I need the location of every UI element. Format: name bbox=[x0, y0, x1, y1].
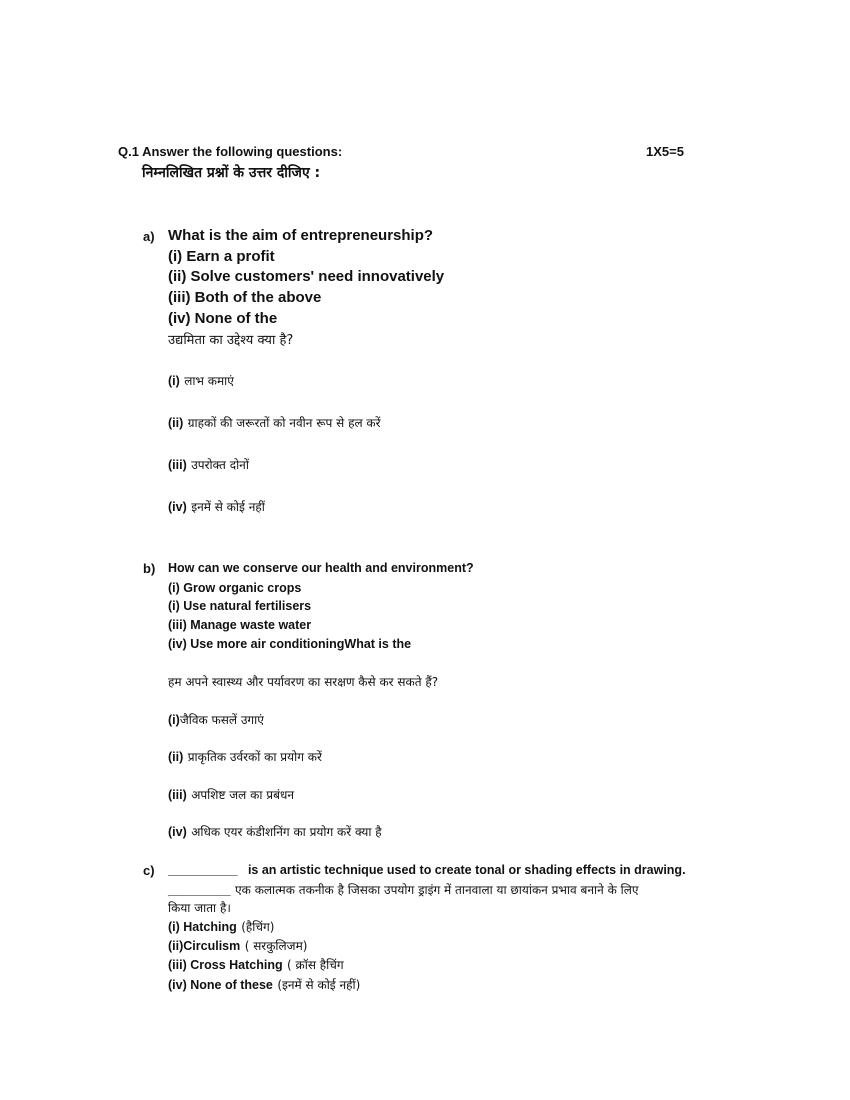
option-text-en: (iv) None of these bbox=[168, 978, 273, 992]
question-a-option-3: (iii) Both of the above bbox=[168, 289, 322, 306]
question-a-option-4: (iv) None of the bbox=[168, 310, 278, 327]
option-text: अधिक एयर कंडीशनिंग का प्रयोग करें क्या है bbox=[191, 825, 382, 839]
hindi-instruction: निम्नलिखित प्रश्नों के उत्तर दीजिए : bbox=[142, 165, 321, 181]
question-a-option-1: (i) Earn a profit bbox=[168, 248, 275, 265]
question-b-hindi-option-3 bbox=[168, 786, 294, 804]
option-text: प्राकृतिक उर्वरकों का प्रयोग करें bbox=[187, 750, 322, 764]
option-text-hi: (हैचिंग) bbox=[241, 920, 275, 934]
question-b-option-2: (i) Use natural fertilisers bbox=[168, 599, 312, 613]
option-number: (iv) bbox=[168, 825, 187, 839]
option-text: जैविक फसलें उगाएं bbox=[179, 713, 264, 727]
option-text-en: (ii)Circulism bbox=[168, 939, 241, 953]
question-c-text: is an artistic technique used to create tonal or shading effects in drawing. bbox=[247, 863, 686, 877]
question-b-option-1: (i) Grow organic crops bbox=[168, 581, 302, 595]
option-text: उपरोक्त दोनों bbox=[191, 458, 249, 472]
option-text-hi: ( क्रॉस हैचिंग bbox=[287, 958, 344, 972]
option-text-en: (i) Hatching bbox=[168, 920, 237, 934]
option-number: (iii) bbox=[168, 458, 187, 472]
question-a-option-2: (ii) Solve customers' need innovatively bbox=[168, 268, 445, 285]
marks-label: 1X5=5 bbox=[646, 144, 684, 159]
question-heading: Q.1 Answer the following questions: bbox=[118, 144, 343, 159]
option-number: (iii) bbox=[168, 788, 187, 802]
question-a-hindi-option-1 bbox=[168, 372, 234, 390]
question-a-text: What is the aim of entrepreneurship? bbox=[168, 227, 434, 244]
option-number: (i) bbox=[168, 374, 180, 388]
question-c-hindi-line-2: किया जाता है। bbox=[168, 901, 231, 915]
question-a-hindi-option-2 bbox=[168, 414, 381, 432]
question-c-hindi-text: एक कलात्मक तकनीक है जिसका उपयोग ड्राइंग में तानवाला या छायांकन प्रभाव बनाने के लिए bbox=[235, 883, 639, 897]
blank-line: __________ bbox=[168, 863, 238, 877]
question-a-hindi-text: उद्यमिता का उद्देश्य क्या है? bbox=[168, 333, 294, 348]
option-text-hi: (इनमें से कोई नहीं) bbox=[277, 978, 361, 992]
question-c-option-3 bbox=[168, 956, 344, 974]
option-text: ग्राहकों की जरूरतों को नवीन रूप से हल करें bbox=[187, 416, 381, 430]
option-number: (iv) bbox=[168, 500, 187, 514]
option-text: अपशिष्ट जल का प्रबंधन bbox=[191, 788, 294, 802]
question-a-label: a) bbox=[143, 229, 155, 244]
option-text-hi: ( सरकुलिजम) bbox=[244, 939, 308, 953]
question-b-hindi-text: हम अपने स्वास्थ्य और पर्यावरण का सरक्षण कैसे कर सकते हैं? bbox=[168, 675, 439, 689]
option-number: (ii) bbox=[168, 416, 184, 430]
question-b-hindi-option-4 bbox=[168, 823, 382, 841]
question-b-option-3: (iii) Manage waste water bbox=[168, 618, 312, 632]
question-b-hindi-option-1 bbox=[168, 711, 264, 729]
option-number: (i) bbox=[168, 713, 180, 727]
option-text-en: (iii) Cross Hatching bbox=[168, 958, 283, 972]
option-text: लाभ कमाएं bbox=[184, 374, 234, 388]
question-a-hindi-option-4 bbox=[168, 498, 265, 516]
question-c-hindi-line-1 bbox=[168, 881, 639, 899]
question-c-option-1 bbox=[168, 918, 274, 936]
question-b-option-4: (iv) Use more air conditioningWhat is the bbox=[168, 637, 412, 651]
option-text: इनमें से कोई नहीं bbox=[191, 500, 265, 514]
question-b-label: b) bbox=[143, 561, 156, 576]
option-number: (ii) bbox=[168, 750, 184, 764]
question-c-option-2 bbox=[168, 937, 307, 955]
question-b-text: How can we conserve our health and environment? bbox=[168, 561, 474, 575]
question-a-hindi-option-3 bbox=[168, 456, 249, 474]
question-c-option-4 bbox=[168, 976, 360, 994]
question-c-text-line bbox=[168, 863, 686, 877]
question-b-hindi-option-2 bbox=[168, 748, 322, 766]
question-c-label: c) bbox=[143, 863, 155, 878]
blank-line: _________ bbox=[168, 883, 231, 897]
